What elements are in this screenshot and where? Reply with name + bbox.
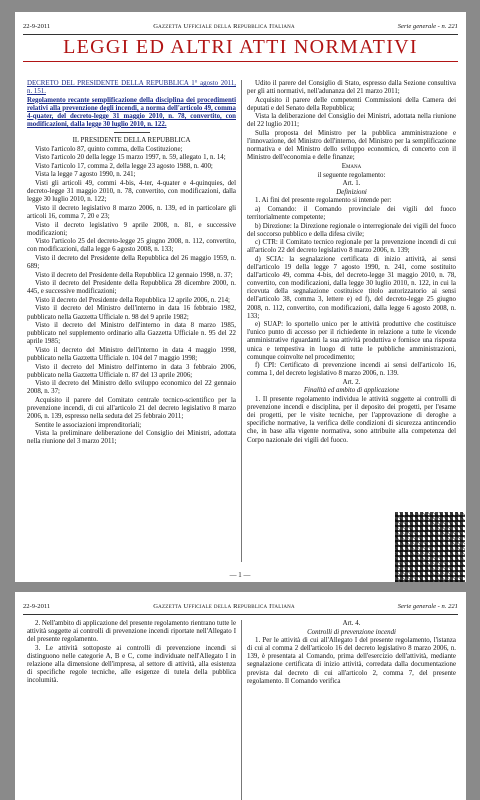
paragraph: Visto il decreto del Ministro dell'interno in data 4 maggio 1998, pubblicato nella Gazzetta Ufficiale n. 104 del 7 maggio 1998; <box>27 346 236 362</box>
header-series: Serie generale - n. 221 <box>397 23 458 30</box>
paragraph: Regolamento recante semplificazione della disciplina dei procedimenti relativi alla prevenzione degli incendi, a norma dell'articolo 49, comma 4-quater, del decreto-legge 31 maggio 2010, n. 78, convertito, con modificazioni, dalla legge 30 luglio 2010, n. 122. <box>27 96 236 128</box>
paragraph: Vista la deliberazione del Consiglio dei Ministri, adottata nella riunione del 22 luglio 2011; <box>247 113 456 129</box>
paragraph: Art. 1. <box>342 180 361 188</box>
paragraph: Visto il decreto legislativo 8 marzo 2006, n. 139, ed in particolare gli articoli 16, comma 7, 20 e 23; <box>27 204 236 220</box>
paragraph: Visto l'articolo 87, quinto comma, della Costituzione; <box>35 145 183 153</box>
paragraph: Visto il decreto del Ministro dell'interno in data 16 febbraio 1982, pubblicato nella Gazzetta Ufficiale n. 98 del 9 aprile 1982; <box>27 305 236 321</box>
paragraph: 1. Ai fini del presente regolamento si intende per: <box>255 197 392 205</box>
column-divider <box>241 80 242 562</box>
paragraph: Acquisito il parere delle competenti Commissioni della Camera dei deputati e del Senato della Repubblica; <box>247 96 456 112</box>
paragraph: 3. Le attività sottoposte ai controlli di prevenzione incendi si distinguono nelle categorie A, B e C, come individuate nell'Allegato I in relazione alla dimensione dell'impresa, al settore di attività, alla esistenza di specifiche regole tecniche, alle esigenze di tutela della pubblica incolumità. <box>27 644 236 685</box>
paragraph: Sentite le associazioni imprenditoriali; <box>35 421 142 429</box>
paragraph: d) SCIA: la segnalazione certificata di inizio attività, ai sensi dell'articolo 19 della legge 7 agosto 1990, n. 241, come sostituito dall'articolo 49, comma 4-bis, del decreto-legge 31 maggio 2010, n. 78, convertito, con modificazioni, dalla legge 30 luglio 2010, n. 122, in cui la ricevuta della segnalazione costituisce titolo autorizzatorio ai sensi dell'articolo 38, comma 3, lettere e) ed f), del decreto-legge 25 giugno 2008, n. 112, convertito, con modificazioni, dalla legge 6 agosto 2008, n. 133; <box>247 255 456 320</box>
page-header <box>23 23 458 35</box>
section-title: LEGGI ED ALTRI ATTI NORMATIVI <box>23 36 458 62</box>
qr-code-icon <box>395 512 465 582</box>
separator <box>114 132 150 133</box>
paragraph: Visto il decreto del Ministro dell'interno in data 8 marzo 1985, pubblicato nel supplemento ordinario alla Gazzetta Ufficiale n. 95 del 22 aprile 1985; <box>27 322 236 346</box>
paragraph: Visto il decreto del Presidente della Repubblica 12 gennaio 1998, n. 37; <box>35 271 233 279</box>
paragraph: 1. Il presente regolamento individua le attività soggette ai controlli di prevenzione incendi e disciplina, per il deposito dei progetti, per l'esame dei progetti, per le visite tecniche, per l'approvazione di deroghe a specifiche normative, la verifica delle condizioni di sicurezza antincendio che, in base alla vigente normativa, sono attribuite alla competenza del Corpo nazionale dei vigili del fuoco. <box>247 396 456 444</box>
paragraph: Art. 2. <box>342 378 361 386</box>
header-journal: Gazzetta Ufficiale della Repubblica Italiana <box>153 603 295 610</box>
header-series: Serie generale - n. 221 <box>397 603 458 610</box>
paragraph: Visti gli articoli 49, commi 4-bis, 4-ter, 4-quater e 4-quinquies, del decreto-legge 31 maggio 2010, n. 78, convertito, con modificazioni, dalla legge 30 luglio 2010, n. 122; <box>27 180 236 204</box>
page-header <box>23 603 458 615</box>
paragraph: Emana <box>341 162 362 170</box>
paragraph: 1. Per le attività di cui all'Allegato I del presente regolamento, l'istanza di cui al comma 2 dell'articolo 16 del decreto legislativo 8 marzo 2006, n. 139, è presentata al Comando, prima dell'esercizio dell'attività, mediante segnalazione certificata di inizio attività, corredata dalla documentazione prevista dal decreto di cui all'articolo 2, comma 7, del presente regolamento. Il Comando verifica <box>247 637 456 685</box>
paragraph: Controlli di prevenzione incendi <box>307 628 396 636</box>
paragraph: Visto l'articolo 17, comma 2, della legge 23 agosto 1988, n. 400; <box>35 162 213 170</box>
page2-left-column <box>27 620 236 800</box>
paragraph: b) Direzione: la Direzione regionale o interregionale dei vigili del fuoco del soccorso pubblico e della difesa civile; <box>247 222 456 238</box>
header-journal: Gazzetta Ufficiale della Repubblica Italiana <box>153 23 295 30</box>
paragraph: Visto il decreto del Ministro dell'interno in data 3 febbraio 2006, pubblicato nella Gazzetta Ufficiale n. 87 del 13 aprile 2006; <box>27 363 236 379</box>
paragraph: Visto il decreto del Presidente della Repubblica 28 dicembre 2000, n. 445, e successive modificazioni; <box>27 280 236 296</box>
header-date: 22-9-2011 <box>23 23 51 30</box>
paragraph: Vista la legge 7 agosto 1990, n. 241; <box>35 171 136 179</box>
paragraph: Visto il decreto legislativo 9 aprile 2008, n. 81, e successive modificazioni; <box>27 221 236 237</box>
paragraph: Sulla proposta del Ministro per la pubblica amministrazione e l'innovazione, del Ministro dell'interno, del Ministro per la semplificazione normativa e del Ministro dello sviluppo economico, di concerto con il Ministro dell'economia e delle finanze; <box>247 130 456 162</box>
header-date: 22-9-2011 <box>23 603 51 610</box>
paragraph: Definizioni <box>336 188 367 196</box>
paragraph: Visto il decreto del Presidente della Repubblica 12 aprile 2006, n. 214; <box>35 296 230 304</box>
left-column <box>27 80 236 568</box>
paragraph: il seguente regolamento: <box>317 171 386 179</box>
paragraph: Finalità ed ambito di applicazione <box>303 387 400 395</box>
paragraph: f) CPI: Certificato di prevenzione incendi ai sensi dell'articolo 16, comma 1, del decreto legislativo 8 marzo 2006, n. 139. <box>247 362 456 378</box>
paragraph: a) Comando: il Comando provinciale dei vigili del fuoco territorialmente competente; <box>247 205 456 221</box>
paragraph: Visto il decreto del Presidente della Repubblica del 26 maggio 1959, n. 689; <box>27 254 236 270</box>
paragraph: Art. 4. <box>342 620 361 627</box>
column-divider <box>241 620 242 800</box>
paragraph: c) CTR: il Comitato tecnico regionale per la prevenzione incendi di cui all'articolo 22 del decreto legislativo 8 marzo 2006, n. 139; <box>247 239 456 255</box>
paragraph: 2. Nell'ambito di applicazione del presente regolamento rientrano tutte le attività soggette ai controlli di prevenzione incendi riportate nell'Allegato I del presente regolamento. <box>27 620 236 644</box>
page-number: — 1 — <box>229 572 251 579</box>
paragraph: Visto l'articolo 25 del decreto-legge 25 giugno 2008, n. 112, convertito, con modificazioni, dalla legge 6 agosto 2008, n. 133; <box>27 238 236 254</box>
paragraph: Udito il parere del Consiglio di Stato, espresso dalla Sezione consultiva per gli atti normativi, nell'adunanza del 21 marzo 2011; <box>247 80 456 96</box>
paragraph: Visto il decreto del Ministro dello sviluppo economico del 22 gennaio 2008, n. 37; <box>27 380 236 396</box>
paragraph: Acquisito il parere del Comitato centrale tecnico-scientifico per la prevenzione incendi, di cui all'articolo 21 del decreto legislativo 8 marzo 2006, n. 139, espresso nella seduta del 25 febbraio 2011; <box>27 396 236 421</box>
paragraph: Vista la preliminare deliberazione del Consiglio dei Ministri, adottata nella riunione del 3 marzo 2011; <box>27 430 236 446</box>
gazette-page-2 <box>15 592 466 800</box>
right-column <box>247 80 456 564</box>
paragraph: IL PRESIDENTE DELLA REPUBBLICA <box>72 137 191 145</box>
gazette-page-1 <box>15 12 466 582</box>
paragraph: e) SUAP: lo sportello unico per le attività produttive che costituisce l'unico punto di accesso per il richiedente in relazione a tutte le vicende amministrative riguardanti la sua attività produttiva e fornisce una risposta unica e tempestiva in luogo di tutte le pubbliche amministrazioni, comunque coinvolte nel procedimento; <box>247 321 456 361</box>
page2-right-column <box>247 620 456 800</box>
paragraph: DECRETO DEL PRESIDENTE DELLA REPUBBLICA 1° agosto 2011, n. 151. <box>27 80 236 96</box>
paragraph: Visto l'articolo 20 della legge 15 marzo 1997, n. 59, allegato 1, n. 14; <box>35 154 226 162</box>
